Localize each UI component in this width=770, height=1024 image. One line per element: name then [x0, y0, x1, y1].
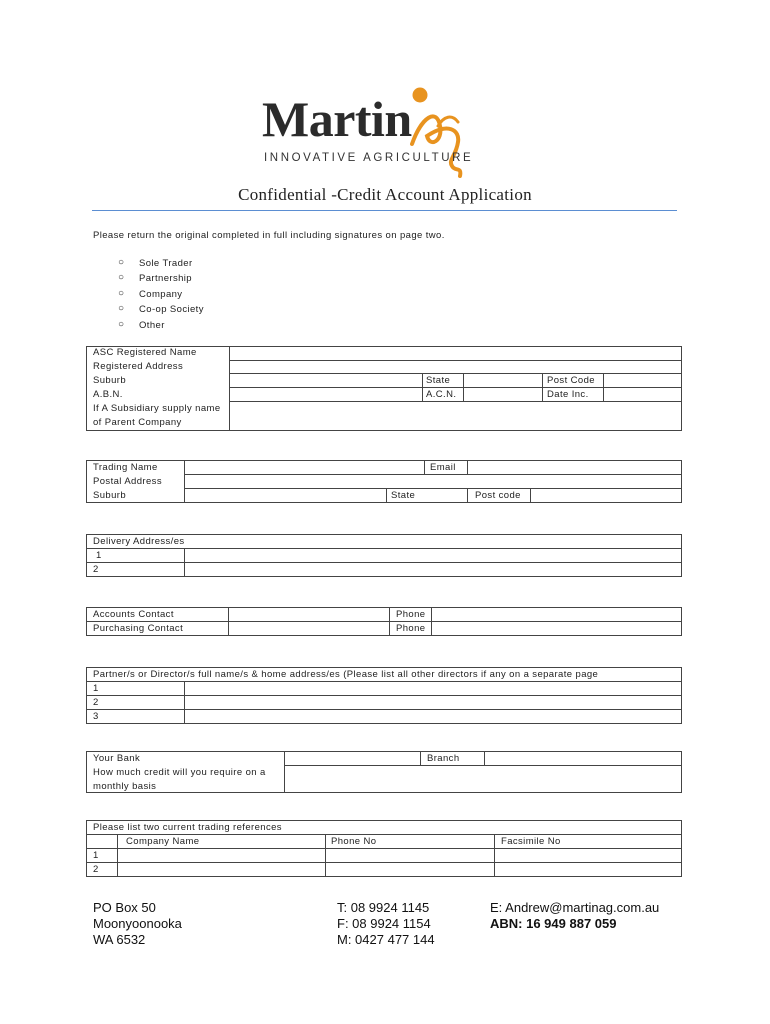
col-phone-no: Phone No — [331, 836, 377, 847]
reference-1-phone-field[interactable] — [326, 849, 493, 861]
trading-post-code-field[interactable] — [531, 489, 681, 502]
trading-suburb-label: Suburb — [93, 490, 127, 501]
delivery-row-number: 2 — [93, 564, 99, 575]
delivery-address-2-field[interactable] — [185, 563, 681, 576]
state-label: State — [426, 375, 451, 386]
your-bank-field[interactable] — [285, 752, 419, 764]
logo-tagline: INNOVATIVE AGRICULTURE — [264, 152, 474, 164]
footer-address-line: PO Box 50 — [93, 900, 156, 915]
footer-fax-line: F: 08 9924 1154 — [337, 916, 431, 931]
parent-company-field[interactable] — [230, 402, 681, 430]
accounts-contact-field[interactable] — [229, 608, 388, 620]
divider — [422, 373, 423, 401]
abn-label: A.B.N. — [93, 389, 123, 400]
email-label: Email — [430, 462, 456, 473]
logo-wordmark: Martin — [262, 91, 412, 147]
registered-address-field[interactable] — [230, 361, 681, 372]
director-1-field[interactable] — [185, 682, 681, 694]
director-2-field[interactable] — [185, 696, 681, 708]
postal-address-field[interactable] — [185, 475, 681, 487]
trading-name-field[interactable] — [185, 461, 423, 473]
acn-label: A.C.N. — [426, 389, 457, 400]
radio-circle-icon: ○ — [118, 303, 125, 314]
radio-circle-icon: ○ — [118, 272, 125, 283]
radio-circle-icon: ○ — [118, 319, 125, 330]
purchasing-phone-label: Phone — [396, 623, 426, 634]
footer-mobile-line: M: 0427 477 144 — [337, 932, 435, 947]
directors-heading: Partner/s or Director/s full name/s & home address/es (Please list all other directors if any on a separate page — [93, 669, 599, 680]
page-title: Confidential -Credit Account Application — [238, 185, 532, 204]
monthly-credit-field[interactable] — [285, 766, 681, 792]
director-row-number: 2 — [93, 697, 99, 708]
divider — [86, 834, 682, 835]
trading-post-code-label: Post code — [475, 490, 521, 501]
reference-2-phone-field[interactable] — [326, 863, 493, 876]
company-logo — [262, 86, 512, 178]
abn-field[interactable] — [230, 388, 421, 400]
delivery-heading: Delivery Address/es — [93, 536, 185, 547]
intro-text: Please return the original completed in full including signatures on page two. — [93, 230, 445, 241]
delivery-address-1-field[interactable] — [185, 549, 681, 561]
footer-phone-line: T: 08 9924 1145 — [337, 900, 430, 915]
asc-name-label: ASC Registered Name — [93, 347, 197, 358]
trading-state-label: State — [391, 490, 416, 501]
subsidiary-label-2: of Parent Company — [93, 417, 182, 428]
director-3-field[interactable] — [185, 710, 681, 723]
reference-row-number: 1 — [93, 850, 99, 861]
reference-row-number: 2 — [93, 864, 99, 875]
references-heading: Please list two current trading references — [93, 822, 282, 833]
director-row-number: 3 — [93, 711, 99, 722]
col-company-name: Company Name — [126, 836, 200, 847]
trading-name-label: Trading Name — [93, 462, 158, 473]
email-field[interactable] — [468, 461, 681, 473]
suburb-field[interactable] — [230, 374, 421, 386]
acn-field[interactable] — [464, 388, 541, 400]
postal-address-label: Postal Address — [93, 476, 162, 487]
branch-label: Branch — [427, 753, 460, 764]
footer-abn: ABN: 16 949 887 059 — [490, 916, 617, 931]
title-divider — [92, 210, 677, 211]
divider — [386, 488, 387, 503]
logo-ag-swash — [262, 86, 512, 178]
credit-label-2: monthly basis — [93, 781, 157, 792]
footer-address-line: WA 6532 — [93, 932, 146, 947]
radio-circle-icon: ○ — [118, 288, 125, 299]
reference-2-company-field[interactable] — [118, 863, 324, 876]
date-inc-field[interactable] — [604, 388, 681, 400]
reference-1-company-field[interactable] — [118, 849, 324, 861]
purchasing-contact-field[interactable] — [229, 622, 388, 635]
suburb-label: Suburb — [93, 375, 127, 386]
branch-field[interactable] — [485, 752, 681, 764]
divider — [467, 488, 468, 503]
credit-label-1: How much credit will you require on a — [93, 767, 266, 778]
accounts-contact-label: Accounts Contact — [93, 609, 174, 620]
divider — [424, 460, 425, 474]
reference-1-fax-field[interactable] — [495, 849, 681, 861]
footer-email[interactable]: E: Andrew@martinag.com.au — [490, 900, 660, 915]
asc-name-field[interactable] — [230, 347, 681, 359]
divider — [542, 373, 543, 401]
delivery-row-number: 1 — [96, 550, 102, 561]
accounts-phone-field[interactable] — [432, 608, 681, 620]
date-inc-label: Date Inc. — [547, 389, 589, 400]
radio-circle-icon: ○ — [118, 257, 125, 268]
your-bank-label: Your Bank — [93, 753, 141, 764]
subsidiary-label-1: If A Subsidiary supply name — [93, 403, 221, 414]
divider — [389, 607, 390, 636]
accounts-phone-label: Phone — [396, 609, 426, 620]
trading-suburb-field[interactable] — [185, 489, 385, 502]
footer-address-line: Moonyoonooka — [93, 916, 182, 931]
purchasing-phone-field[interactable] — [432, 622, 681, 635]
post-code-label: Post Code — [547, 375, 595, 386]
registered-address-label: Registered Address — [93, 361, 184, 372]
divider — [420, 751, 421, 765]
director-row-number: 1 — [93, 683, 99, 694]
purchasing-contact-label: Purchasing Contact — [93, 623, 184, 634]
state-field[interactable] — [464, 374, 541, 386]
post-code-field[interactable] — [604, 374, 681, 386]
col-facsimile-no: Facsimile No — [501, 836, 561, 847]
reference-2-fax-field[interactable] — [495, 863, 681, 876]
